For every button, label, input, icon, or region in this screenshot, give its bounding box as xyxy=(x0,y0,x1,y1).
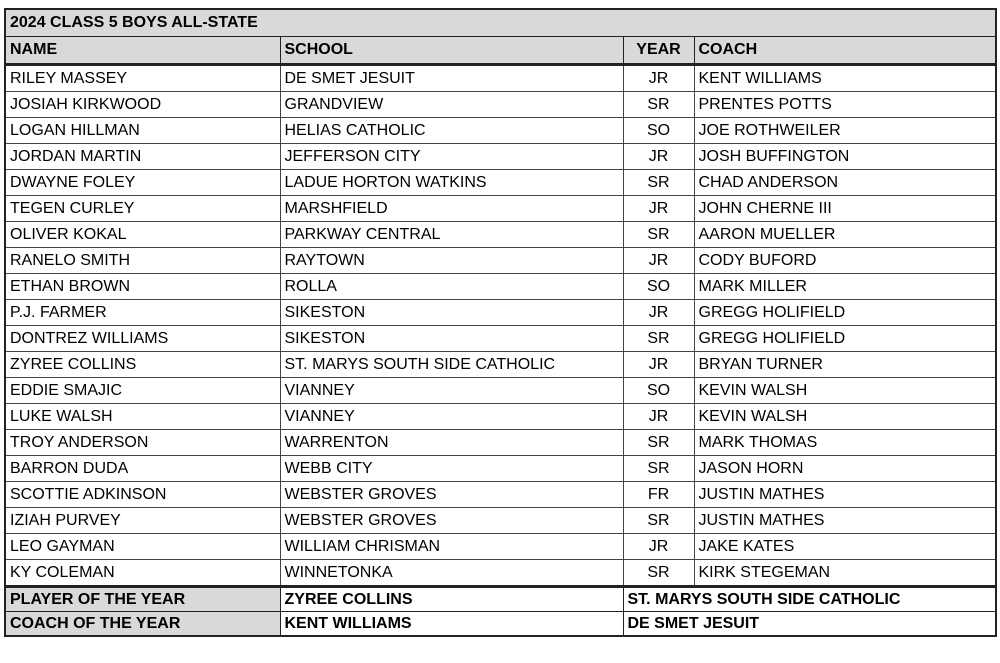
title-row xyxy=(5,9,996,37)
cell-school: WARRENTON xyxy=(280,430,623,456)
cell-name: LUKE WALSH xyxy=(5,404,280,430)
cell-name: DWAYNE FOLEY xyxy=(5,170,280,196)
cell-name: OLIVER KOKAL xyxy=(5,222,280,248)
all-state-sheet xyxy=(4,8,995,637)
table-row xyxy=(5,326,996,352)
cell-school: WILLIAM CHRISMAN xyxy=(280,534,623,560)
cell-coach: BRYAN TURNER xyxy=(694,352,996,378)
cell-name: RILEY MASSEY xyxy=(5,65,280,92)
table-row xyxy=(5,560,996,587)
table-row xyxy=(5,430,996,456)
award-row xyxy=(5,612,996,637)
table-row xyxy=(5,170,996,196)
cell-year: SR xyxy=(623,560,694,587)
table-row xyxy=(5,92,996,118)
cell-year: JR xyxy=(623,196,694,222)
cell-school: VIANNEY xyxy=(280,378,623,404)
table-row xyxy=(5,65,996,92)
cell-coach: JOSH BUFFINGTON xyxy=(694,144,996,170)
cell-name: EDDIE SMAJIC xyxy=(5,378,280,404)
cell-school: VIANNEY xyxy=(280,404,623,430)
cell-coach: JOE ROTHWEILER xyxy=(694,118,996,144)
cell-school: SIKESTON xyxy=(280,300,623,326)
award-school: DE SMET JESUIT xyxy=(623,612,996,637)
cell-name: SCOTTIE ADKINSON xyxy=(5,482,280,508)
sheet-title: 2024 CLASS 5 BOYS ALL-STATE xyxy=(5,9,996,37)
cell-year: JR xyxy=(623,144,694,170)
cell-coach: KEVIN WALSH xyxy=(694,378,996,404)
cell-coach: GREGG HOLIFIELD xyxy=(694,300,996,326)
cell-name: BARRON DUDA xyxy=(5,456,280,482)
cell-year: JR xyxy=(623,65,694,92)
column-header-name: NAME xyxy=(5,37,280,65)
column-header-year: YEAR xyxy=(623,37,694,65)
cell-coach: CODY BUFORD xyxy=(694,248,996,274)
cell-coach: KEVIN WALSH xyxy=(694,404,996,430)
cell-year: SR xyxy=(623,92,694,118)
cell-coach: JASON HORN xyxy=(694,456,996,482)
cell-year: SO xyxy=(623,274,694,300)
cell-coach: JUSTIN MATHES xyxy=(694,482,996,508)
cell-name: P.J. FARMER xyxy=(5,300,280,326)
table-body xyxy=(5,9,996,636)
column-header-coach: COACH xyxy=(694,37,996,65)
cell-year: JR xyxy=(623,534,694,560)
table-row xyxy=(5,404,996,430)
cell-school: WEBSTER GROVES xyxy=(280,482,623,508)
all-state-table xyxy=(4,8,997,637)
cell-school: HELIAS CATHOLIC xyxy=(280,118,623,144)
cell-year: SR xyxy=(623,508,694,534)
cell-school: JEFFERSON CITY xyxy=(280,144,623,170)
table-row xyxy=(5,144,996,170)
cell-coach: CHAD ANDERSON xyxy=(694,170,996,196)
cell-coach: MARK THOMAS xyxy=(694,430,996,456)
cell-name: JORDAN MARTIN xyxy=(5,144,280,170)
cell-name: KY COLEMAN xyxy=(5,560,280,587)
table-row xyxy=(5,456,996,482)
cell-year: FR xyxy=(623,482,694,508)
table-row xyxy=(5,248,996,274)
cell-school: PARKWAY CENTRAL xyxy=(280,222,623,248)
award-row xyxy=(5,587,996,612)
cell-coach: JOHN CHERNE III xyxy=(694,196,996,222)
award-label: COACH OF THE YEAR xyxy=(5,612,280,637)
table-row xyxy=(5,118,996,144)
award-name: KENT WILLIAMS xyxy=(280,612,623,637)
cell-school: WINNETONKA xyxy=(280,560,623,587)
award-name: ZYREE COLLINS xyxy=(280,587,623,612)
cell-school: WEBB CITY xyxy=(280,456,623,482)
cell-coach: KIRK STEGEMAN xyxy=(694,560,996,587)
table-row xyxy=(5,300,996,326)
cell-coach: PRENTES POTTS xyxy=(694,92,996,118)
award-label: PLAYER OF THE YEAR xyxy=(5,587,280,612)
cell-coach: GREGG HOLIFIELD xyxy=(694,326,996,352)
cell-name: JOSIAH KIRKWOOD xyxy=(5,92,280,118)
table-row xyxy=(5,274,996,300)
cell-name: ETHAN BROWN xyxy=(5,274,280,300)
cell-name: DONTREZ WILLIAMS xyxy=(5,326,280,352)
cell-year: SR xyxy=(623,456,694,482)
cell-name: IZIAH PURVEY xyxy=(5,508,280,534)
cell-school: MARSHFIELD xyxy=(280,196,623,222)
cell-school: ROLLA xyxy=(280,274,623,300)
cell-coach: MARK MILLER xyxy=(694,274,996,300)
table-row xyxy=(5,222,996,248)
cell-year: JR xyxy=(623,404,694,430)
cell-year: JR xyxy=(623,352,694,378)
cell-school: ST. MARYS SOUTH SIDE CATHOLIC xyxy=(280,352,623,378)
cell-name: RANELO SMITH xyxy=(5,248,280,274)
cell-name: TEGEN CURLEY xyxy=(5,196,280,222)
cell-school: SIKESTON xyxy=(280,326,623,352)
table-row xyxy=(5,378,996,404)
cell-year: SR xyxy=(623,326,694,352)
cell-year: SR xyxy=(623,170,694,196)
cell-name: TROY ANDERSON xyxy=(5,430,280,456)
cell-year: SO xyxy=(623,118,694,144)
table-row xyxy=(5,352,996,378)
header-row xyxy=(5,37,996,65)
cell-coach: KENT WILLIAMS xyxy=(694,65,996,92)
cell-name: LOGAN HILLMAN xyxy=(5,118,280,144)
cell-coach: JAKE KATES xyxy=(694,534,996,560)
cell-year: SO xyxy=(623,378,694,404)
cell-school: DE SMET JESUIT xyxy=(280,65,623,92)
table-row xyxy=(5,482,996,508)
cell-name: ZYREE COLLINS xyxy=(5,352,280,378)
table-row xyxy=(5,508,996,534)
table-row xyxy=(5,196,996,222)
award-school: ST. MARYS SOUTH SIDE CATHOLIC xyxy=(623,587,996,612)
cell-year: JR xyxy=(623,248,694,274)
cell-coach: AARON MUELLER xyxy=(694,222,996,248)
cell-school: LADUE HORTON WATKINS xyxy=(280,170,623,196)
cell-year: SR xyxy=(623,430,694,456)
column-header-school: SCHOOL xyxy=(280,37,623,65)
cell-year: JR xyxy=(623,300,694,326)
cell-school: GRANDVIEW xyxy=(280,92,623,118)
table-row xyxy=(5,534,996,560)
cell-coach: JUSTIN MATHES xyxy=(694,508,996,534)
cell-name: LEO GAYMAN xyxy=(5,534,280,560)
cell-school: RAYTOWN xyxy=(280,248,623,274)
cell-year: SR xyxy=(623,222,694,248)
cell-school: WEBSTER GROVES xyxy=(280,508,623,534)
